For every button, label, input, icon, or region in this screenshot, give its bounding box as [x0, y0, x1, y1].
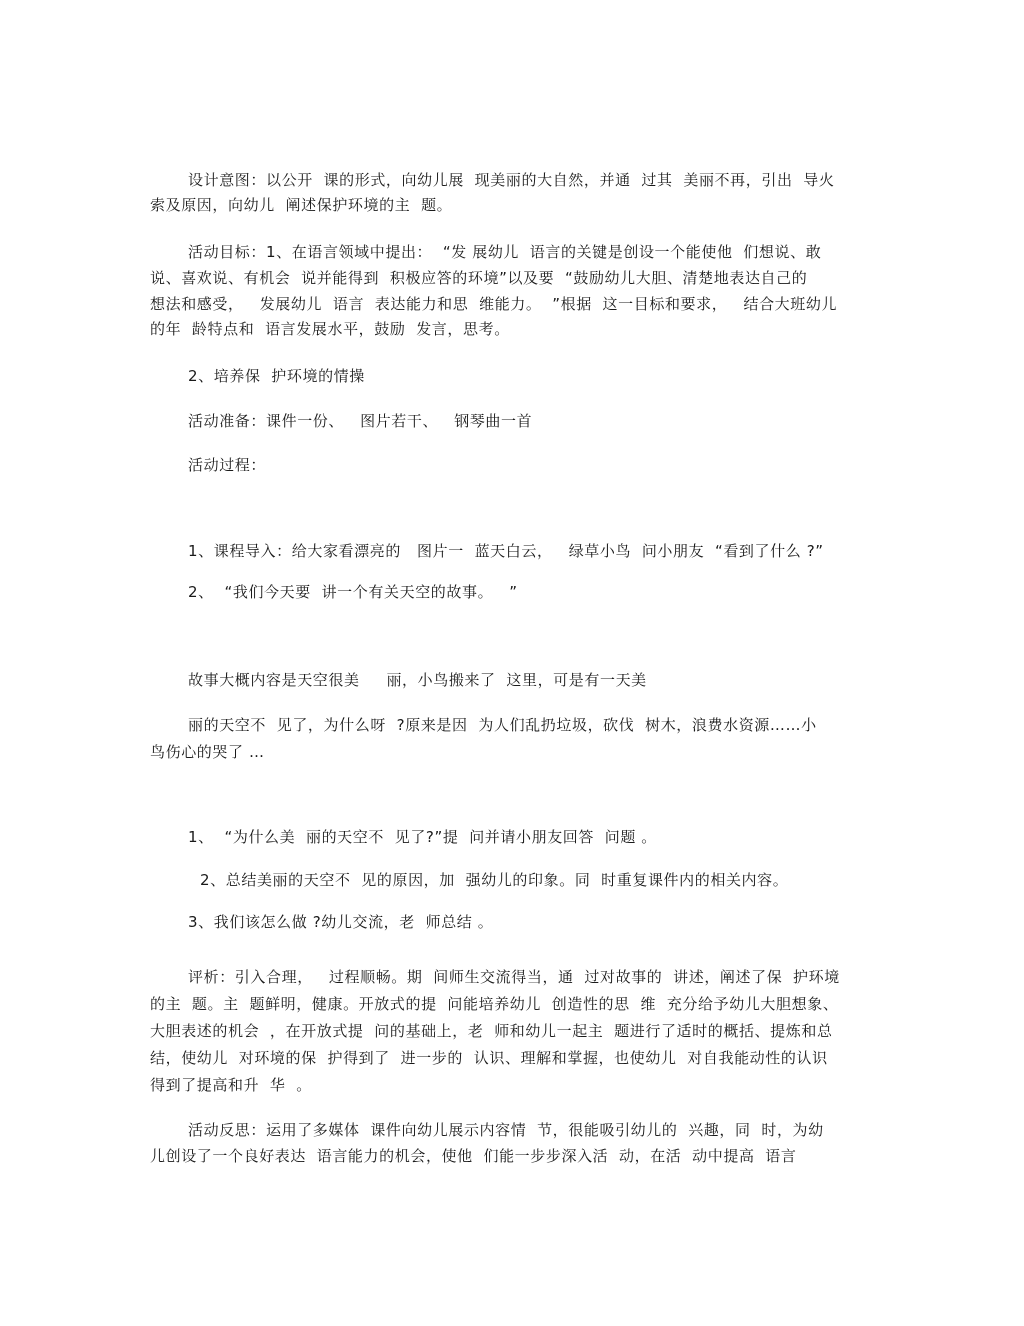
- step-2: 2、 “我们今天要 讲一个有关天空的故事。 ”: [188, 583, 518, 601]
- evaluation-line-2: 的主 题。主 题鲜明，健康。开放式的提 问能培养幼儿 创造性的思 维 充分给予幼儿大胆想象、: [150, 995, 839, 1013]
- goals-line-2: 说、喜欢说、有机会 说并能得到 积极应答的环境”以及要 “鼓励幼儿大胆、清楚地表达自己的: [150, 269, 808, 287]
- process-title: 活动过程：: [188, 456, 267, 474]
- goals-line-4: 的年 龄特点和 语言发展水平，鼓励 发言，思考。: [150, 320, 510, 338]
- preparation: 活动准备：课件一份、 图片若干、 钢琴曲一首: [188, 412, 533, 430]
- goals-line-3: 想法和感受， 发展幼儿 语言 表达能力和思 维能力。 ”根据 这一目标和要求， 结合大班幼儿: [150, 295, 838, 313]
- goal-2: 2、培养保 护环境的情操: [188, 367, 365, 385]
- evaluation-line-1: 评析：引入合理， 过程顺畅。期 间师生交流得当，通 过对故事的 讲述，阐述了保 护环境: [188, 968, 840, 986]
- story-line-1: 故事大概内容是天空很美 丽，小鸟搬来了 这里，可是有一天美: [188, 671, 647, 689]
- reflection-line-2: 儿创设了一个良好表达 语言能力的机会，使他 们能一步步深入活 动，在活 动中提高 语言: [150, 1147, 797, 1165]
- question-2: 2、总结美丽的天空不 见的原因，加 强幼儿的印象。同 时重复课件内的相关内容。: [200, 871, 789, 889]
- intent-line-2: 索及原因，向幼儿 阐述保护环境的主 题。: [150, 196, 453, 214]
- story-line-2: 丽的天空不 见了，为什么呀 ?原来是因 为人们乱扔垃圾，砍伐 树木，浪费水资源……小: [188, 716, 817, 734]
- evaluation-line-3: 大胆表述的机会 ，在开放式提 问的基础上，老 师和幼儿一起主 题进行了适时的概括、提炼和总: [150, 1022, 833, 1040]
- question-3: 3、我们该怎么做 ?幼儿交流，老 师总结 。: [188, 913, 494, 931]
- story-line-3: 鸟伤心的哭了 …: [150, 743, 265, 761]
- intent-line-1: 设计意图：以公开 课的形式，向幼儿展 现美丽的大自然，并通 过其 美丽不再，引出 导火: [188, 171, 835, 189]
- question-1: 1、 “为什么美 丽的天空不 见了?”提 问并请小朋友回答 问题 。: [188, 828, 657, 846]
- reflection-line-1: 活动反思：运用了多媒体 课件向幼儿展示内容情 节，很能吸引幼儿的 兴趣，同 时，为幼: [188, 1121, 824, 1139]
- evaluation-line-5: 得到了提高和升 华 。: [150, 1076, 312, 1094]
- step-1: 1、课程导入：给大家看漂亮的 图片一 蓝天白云， 绿草小鸟 问小朋友 “看到了什么 ?”: [188, 542, 824, 560]
- evaluation-line-4: 结，使幼儿 对环境的保 护得到了 进一步的 认识、理解和掌握，也使幼儿 对自我能动性的认识: [150, 1049, 828, 1067]
- goals-line-1: 活动目标：1、在语言领域中提出： “发 展幼儿 语言的关键是创设一个能使他 们想说、敢: [188, 243, 822, 261]
